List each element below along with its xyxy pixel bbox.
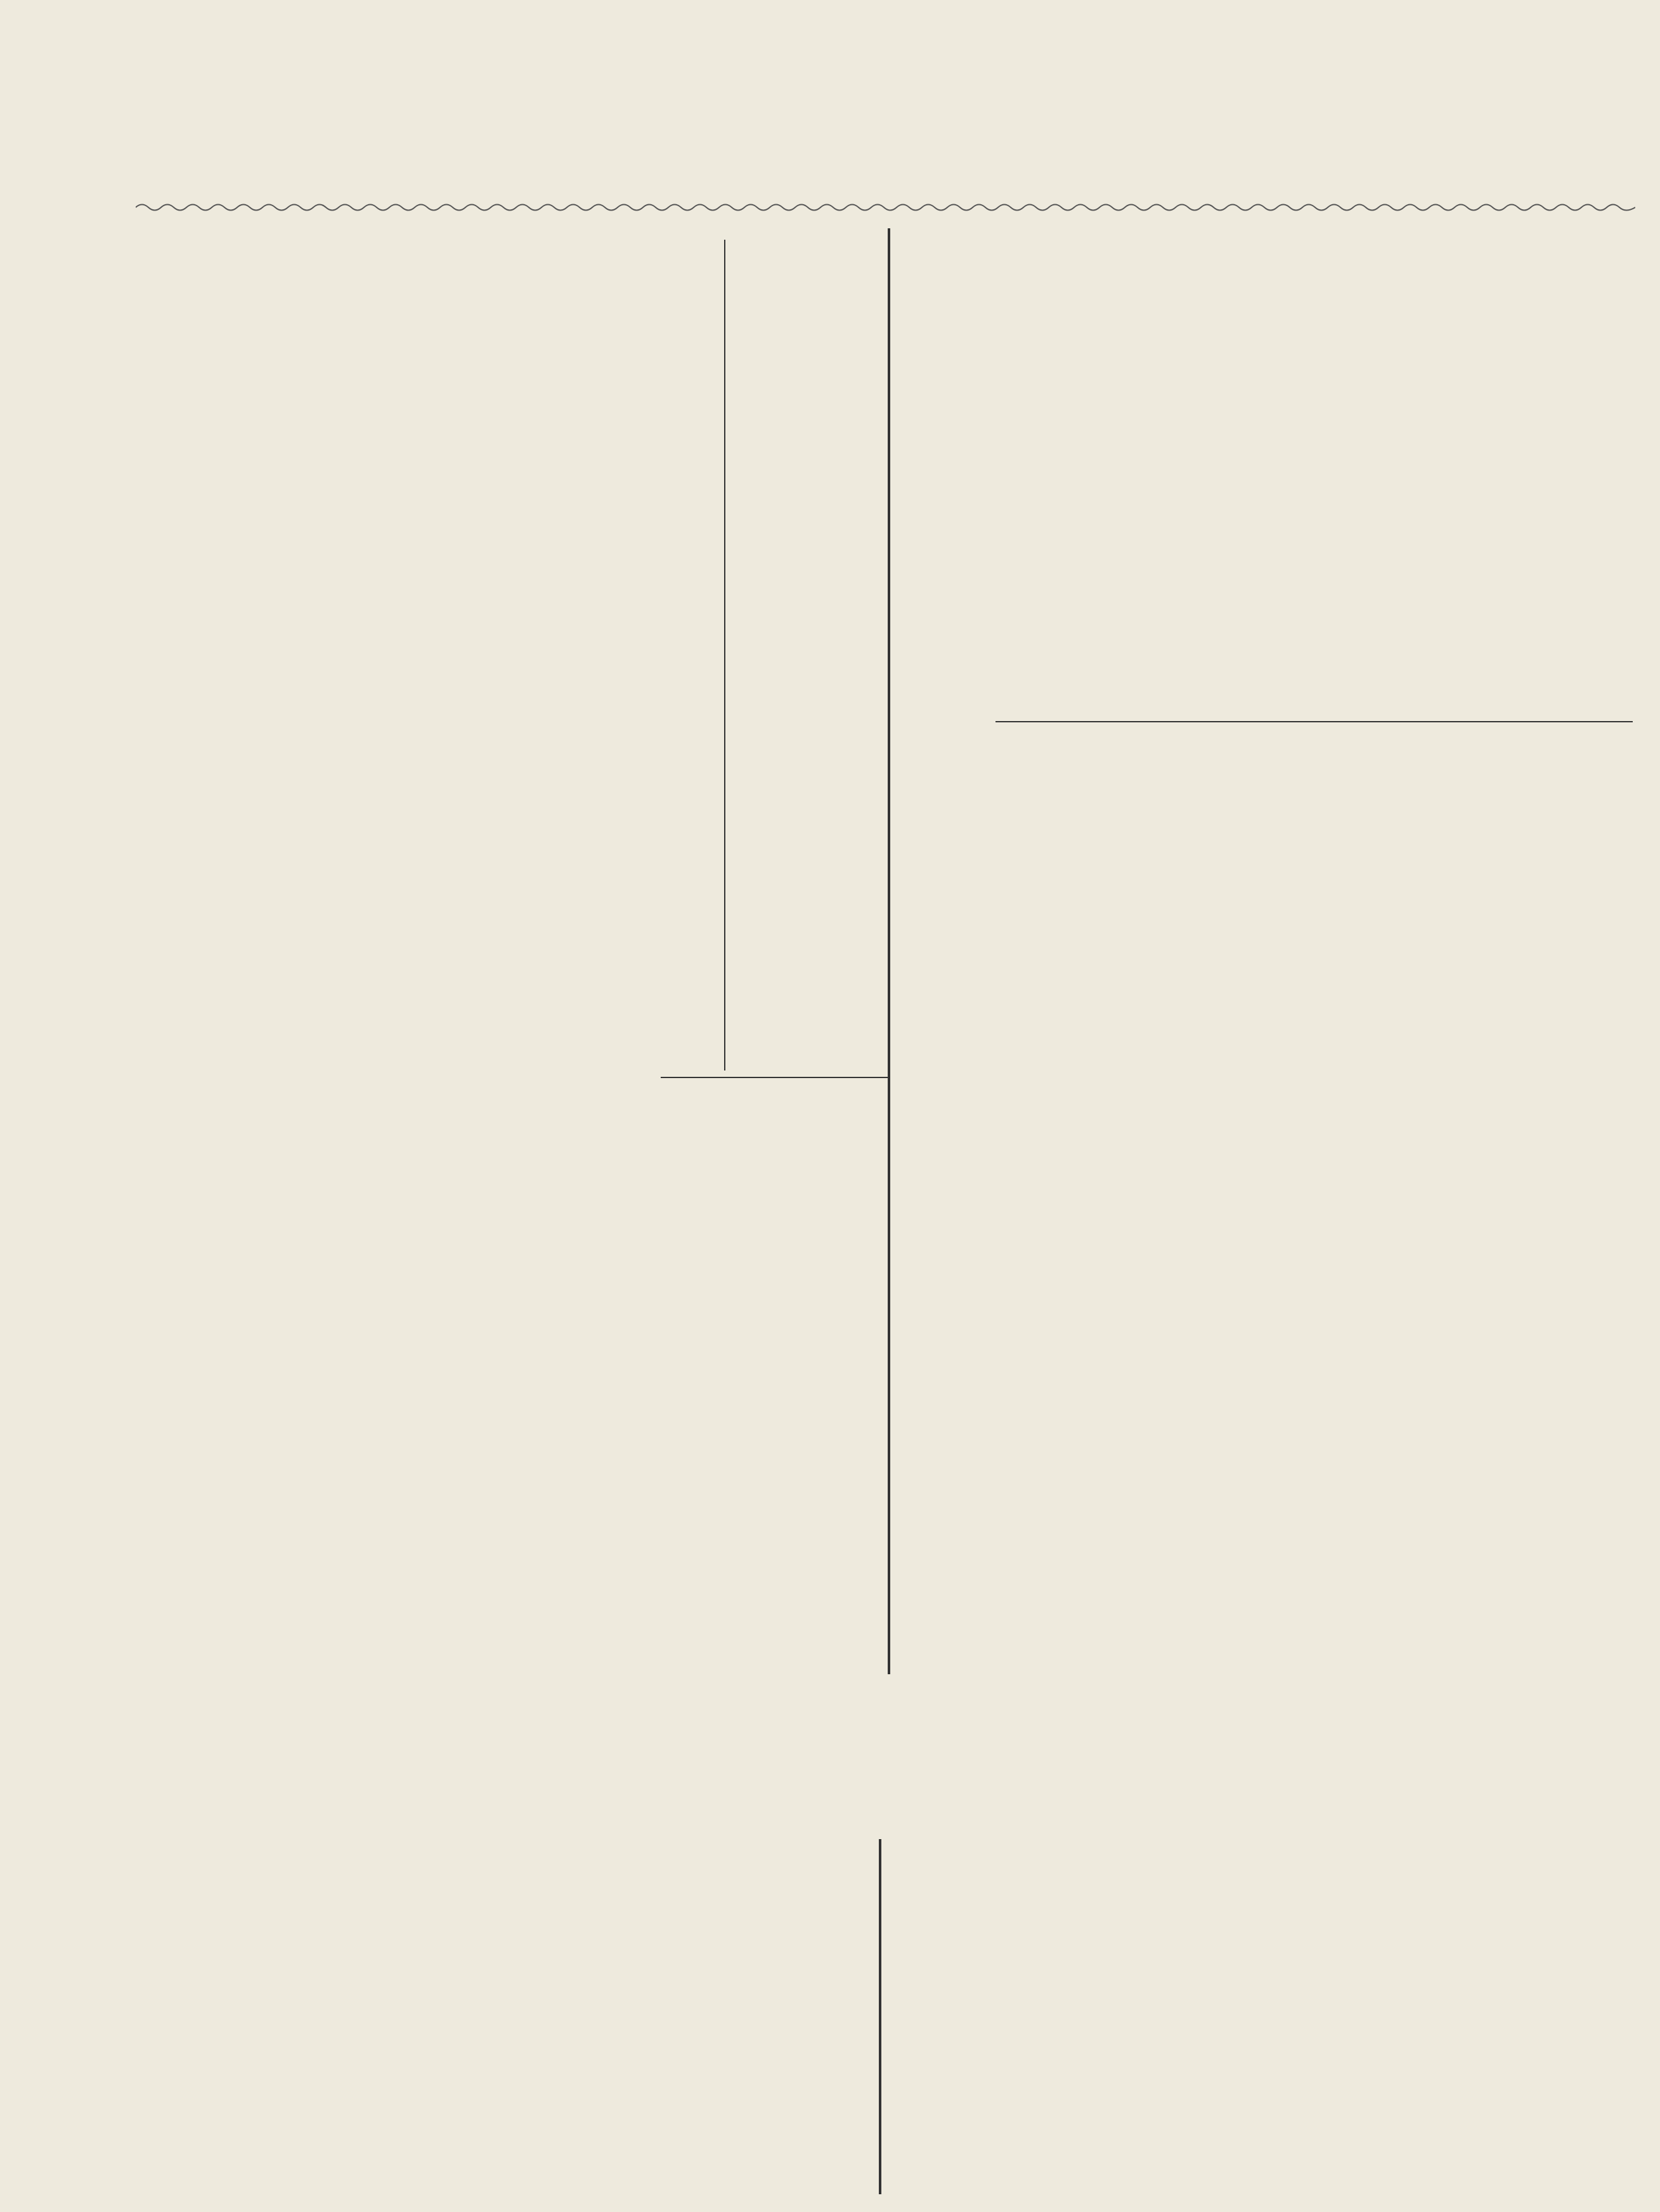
bank-col-divider — [724, 240, 725, 1070]
column-rule-lower — [879, 1839, 881, 2194]
column-rule-upper — [888, 228, 890, 1674]
tax-total-row — [903, 732, 1636, 767]
tax-sum-rule — [995, 721, 1633, 722]
bank-total-row — [403, 1078, 892, 1114]
header-wavy-rule — [136, 202, 1635, 213]
